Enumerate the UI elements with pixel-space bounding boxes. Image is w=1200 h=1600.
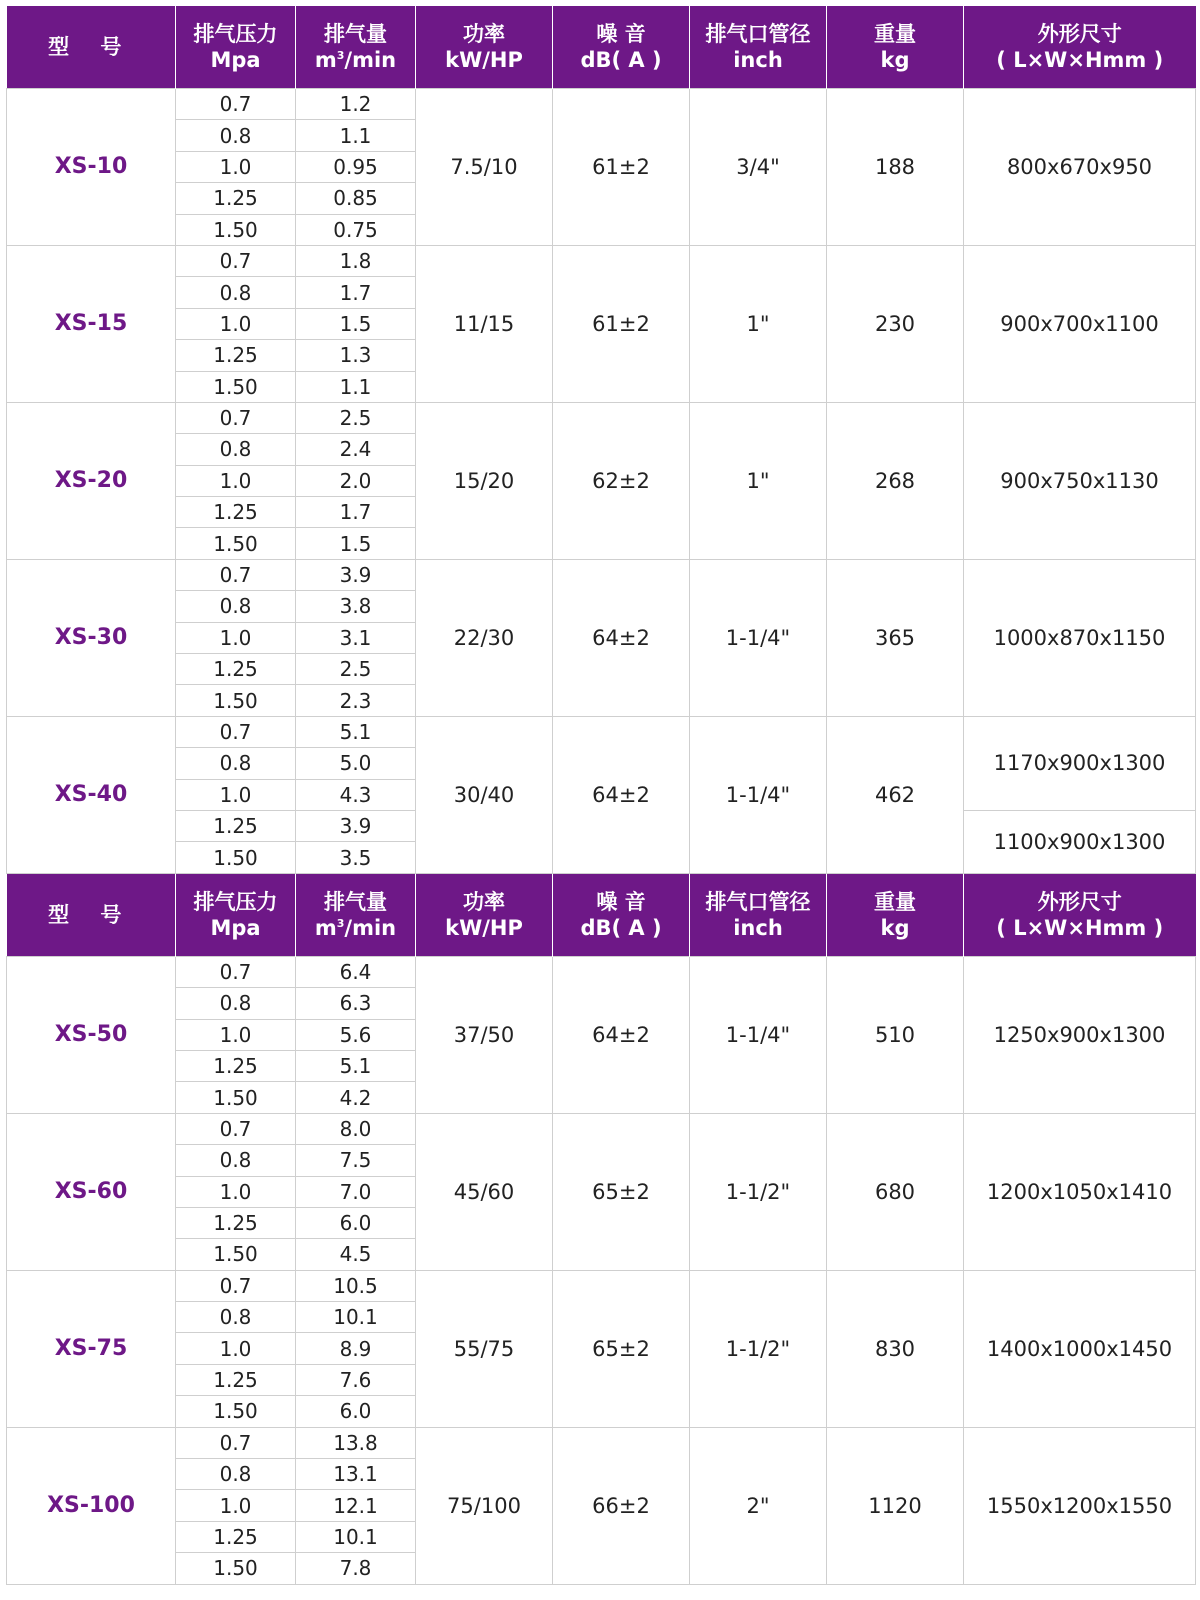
- flow-cell: 2.0: [296, 465, 416, 496]
- dimensions-cell: 1000x870x1150: [964, 559, 1196, 716]
- unit-tail: /min: [344, 915, 397, 940]
- model-cell: XS-30: [7, 559, 176, 716]
- header-outlet-line1: 排气口管径: [705, 889, 811, 914]
- dimensions-cell: 1250x900x1300: [964, 956, 1196, 1113]
- header-dimensions: [964, 873, 1196, 956]
- table-row: [7, 1113, 1196, 1144]
- pressure-cell: 1.25: [176, 1364, 296, 1395]
- flow-cell: 6.0: [296, 1207, 416, 1238]
- outlet-cell: 1-1/4": [690, 559, 827, 716]
- weight-cell: 1120: [827, 1427, 964, 1584]
- outlet-cell: 3/4": [690, 89, 827, 246]
- weight-cell: 830: [827, 1270, 964, 1427]
- dimensions-cell: 1100x900x1300: [964, 810, 1196, 873]
- flow-cell: 3.9: [296, 810, 416, 841]
- dimensions-cell: 1170x900x1300: [964, 716, 1196, 810]
- flow-cell: 8.0: [296, 1113, 416, 1144]
- noise-cell: 65±2: [553, 1113, 690, 1270]
- flow-cell: 3.1: [296, 622, 416, 653]
- power-cell: 11/15: [416, 245, 553, 402]
- header-dimensions-line1: 外形尺寸: [1037, 22, 1122, 46]
- pressure-cell: 0.8: [176, 988, 296, 1019]
- pressure-cell: 1.50: [176, 371, 296, 402]
- flow-cell: 3.8: [296, 591, 416, 622]
- dimensions-cell: 900x700x1100: [964, 245, 1196, 402]
- header-weight-line1: 重量: [874, 889, 916, 914]
- header-flow-line1: 排气量: [324, 889, 387, 914]
- pressure-cell: 0.7: [176, 89, 296, 120]
- header-flow-line1: 排气量: [324, 22, 387, 46]
- header-weight-line1: 重量: [874, 22, 916, 46]
- header-flow: [296, 873, 416, 956]
- pressure-cell: 1.50: [176, 842, 296, 873]
- flow-cell: 1.1: [296, 120, 416, 151]
- header-power: [416, 6, 553, 89]
- header-pressure: [176, 6, 296, 89]
- model-cell: XS-75: [7, 1270, 176, 1427]
- pressure-cell: 1.25: [176, 810, 296, 841]
- model-cell: XS-60: [7, 1113, 176, 1270]
- table-row: [7, 1427, 1196, 1458]
- flow-cell: 3.9: [296, 559, 416, 590]
- header-row: [7, 6, 1196, 89]
- flow-cell: 7.0: [296, 1176, 416, 1207]
- flow-cell: 7.5: [296, 1145, 416, 1176]
- pressure-cell: 1.0: [176, 622, 296, 653]
- header-power: [416, 873, 553, 956]
- outlet-cell: 2": [690, 1427, 827, 1584]
- flow-cell: 2.5: [296, 402, 416, 433]
- pressure-cell: 0.7: [176, 402, 296, 433]
- noise-cell: 65±2: [553, 1270, 690, 1427]
- flow-cell: 10.1: [296, 1302, 416, 1333]
- pressure-cell: 0.8: [176, 120, 296, 151]
- header-flow-unit: [296, 915, 415, 941]
- power-cell: 45/60: [416, 1113, 553, 1270]
- noise-cell: 64±2: [553, 956, 690, 1113]
- flow-cell: 13.8: [296, 1427, 416, 1458]
- pressure-cell: 0.7: [176, 245, 296, 276]
- pressure-cell: 1.0: [176, 1490, 296, 1521]
- flow-cell: 5.0: [296, 748, 416, 779]
- unit-base: m: [314, 48, 337, 72]
- header-row: [7, 873, 1196, 956]
- header-power-unit: kW/HP: [445, 915, 523, 940]
- weight-cell: 680: [827, 1113, 964, 1270]
- pressure-cell: 1.0: [176, 465, 296, 496]
- model-cell: XS-20: [7, 402, 176, 559]
- header-outlet: [690, 873, 827, 956]
- flow-cell: 2.5: [296, 654, 416, 685]
- pressure-cell: 1.0: [176, 308, 296, 339]
- flow-cell: 6.3: [296, 988, 416, 1019]
- flow-cell: 5.6: [296, 1019, 416, 1050]
- flow-cell: 8.9: [296, 1333, 416, 1364]
- pressure-cell: 1.25: [176, 1050, 296, 1081]
- flow-cell: 4.3: [296, 779, 416, 810]
- flow-cell: 13.1: [296, 1459, 416, 1490]
- flow-cell: 1.7: [296, 277, 416, 308]
- header-power-unit: kW/HP: [445, 48, 523, 72]
- header-noise: [553, 6, 690, 89]
- flow-cell: 10.1: [296, 1521, 416, 1552]
- weight-cell: 365: [827, 559, 964, 716]
- unit-base: m: [314, 915, 337, 940]
- outlet-cell: 1": [690, 245, 827, 402]
- header-model: [7, 873, 176, 956]
- header-weight: [827, 873, 964, 956]
- noise-cell: 64±2: [553, 559, 690, 716]
- table-row: [7, 89, 1196, 120]
- pressure-cell: 1.50: [176, 1082, 296, 1113]
- noise-cell: 61±2: [553, 89, 690, 246]
- flow-cell: 12.1: [296, 1490, 416, 1521]
- pressure-cell: 0.8: [176, 1145, 296, 1176]
- table-row: [7, 1270, 1196, 1301]
- outlet-cell: 1-1/2": [690, 1113, 827, 1270]
- header-pressure: [176, 873, 296, 956]
- pressure-cell: 1.0: [176, 779, 296, 810]
- dimensions-cell: 800x670x950: [964, 89, 1196, 246]
- header-weight-unit: kg: [880, 48, 910, 72]
- header-weight-unit: kg: [880, 915, 910, 940]
- noise-cell: 64±2: [553, 716, 690, 873]
- flow-cell: 1.7: [296, 497, 416, 528]
- header-dimensions-unit: ( L×W×Hmm ): [996, 915, 1164, 940]
- power-cell: 37/50: [416, 956, 553, 1113]
- unit-tail: /min: [344, 48, 397, 72]
- outlet-cell: 1-1/4": [690, 716, 827, 873]
- flow-cell: 3.5: [296, 842, 416, 873]
- flow-cell: 7.8: [296, 1553, 416, 1584]
- model-cell: XS-100: [7, 1427, 176, 1584]
- outlet-cell: 1-1/2": [690, 1270, 827, 1427]
- pressure-cell: 1.25: [176, 1207, 296, 1238]
- header-dimensions-unit: ( L×W×Hmm ): [996, 48, 1164, 72]
- header-flow: [296, 6, 416, 89]
- table-row: [7, 716, 1196, 747]
- pressure-cell: 1.25: [176, 1521, 296, 1552]
- model-cell: XS-50: [7, 956, 176, 1113]
- table-row: [7, 559, 1196, 590]
- model-cell: XS-40: [7, 716, 176, 873]
- pressure-cell: 0.8: [176, 1302, 296, 1333]
- header-pressure-line1: 排气压力: [193, 22, 278, 46]
- pressure-cell: 1.50: [176, 685, 296, 716]
- pressure-cell: 0.7: [176, 716, 296, 747]
- pressure-cell: 1.0: [176, 151, 296, 182]
- flow-cell: 2.3: [296, 685, 416, 716]
- pressure-cell: 1.25: [176, 654, 296, 685]
- flow-cell: 6.4: [296, 956, 416, 987]
- table-row: [7, 245, 1196, 276]
- pressure-cell: 0.7: [176, 559, 296, 590]
- pressure-cell: 1.0: [176, 1333, 296, 1364]
- pressure-cell: 0.8: [176, 748, 296, 779]
- flow-cell: 4.2: [296, 1082, 416, 1113]
- header-power-line1: 功率: [463, 889, 505, 914]
- pressure-cell: 1.25: [176, 340, 296, 371]
- header-dimensions-line1: 外形尺寸: [1037, 889, 1122, 914]
- header-flow-unit: [296, 47, 415, 73]
- flow-cell: 0.75: [296, 214, 416, 245]
- outlet-cell: 1": [690, 402, 827, 559]
- weight-cell: 230: [827, 245, 964, 402]
- weight-cell: 510: [827, 956, 964, 1113]
- flow-cell: 5.1: [296, 716, 416, 747]
- flow-cell: 1.8: [296, 245, 416, 276]
- header-outlet-unit: inch: [733, 48, 783, 72]
- header-pressure-unit: Mpa: [210, 915, 261, 940]
- dimensions-cell: 900x750x1130: [964, 402, 1196, 559]
- table-row: [7, 402, 1196, 433]
- pressure-cell: 1.50: [176, 1239, 296, 1270]
- pressure-cell: 0.8: [176, 434, 296, 465]
- pressure-cell: 1.50: [176, 1396, 296, 1427]
- header-noise-unit: dB( A ): [580, 915, 662, 940]
- header-noise: [553, 873, 690, 956]
- flow-cell: 6.0: [296, 1396, 416, 1427]
- power-cell: 75/100: [416, 1427, 553, 1584]
- table-row: [7, 956, 1196, 987]
- header-power-line1: 功率: [463, 22, 505, 46]
- noise-cell: 61±2: [553, 245, 690, 402]
- power-cell: 30/40: [416, 716, 553, 873]
- pressure-cell: 1.0: [176, 1176, 296, 1207]
- header-model-line1: 型 号: [48, 902, 134, 927]
- noise-cell: 66±2: [553, 1427, 690, 1584]
- pressure-cell: 1.50: [176, 214, 296, 245]
- pressure-cell: 0.7: [176, 1427, 296, 1458]
- pressure-cell: 0.8: [176, 277, 296, 308]
- unit-superscript: 3: [336, 49, 345, 62]
- pressure-cell: 0.7: [176, 956, 296, 987]
- header-model-line1: 型 号: [48, 35, 134, 59]
- spec-table: [6, 6, 1196, 1585]
- pressure-cell: 1.50: [176, 528, 296, 559]
- header-outlet-unit: inch: [733, 915, 783, 940]
- flow-cell: 4.5: [296, 1239, 416, 1270]
- header-dimensions: [964, 6, 1196, 89]
- header-noise-line1: 噪 音: [596, 889, 646, 914]
- dimensions-cell: 1200x1050x1410: [964, 1113, 1196, 1270]
- dimensions-cell: 1550x1200x1550: [964, 1427, 1196, 1584]
- pressure-cell: 1.25: [176, 183, 296, 214]
- header-noise-unit: dB( A ): [580, 48, 662, 72]
- dimensions-cell: 1400x1000x1450: [964, 1270, 1196, 1427]
- noise-cell: 62±2: [553, 402, 690, 559]
- pressure-cell: 0.8: [176, 1459, 296, 1490]
- header-weight: [827, 6, 964, 89]
- weight-cell: 462: [827, 716, 964, 873]
- flow-cell: 1.5: [296, 528, 416, 559]
- pressure-cell: 0.7: [176, 1270, 296, 1301]
- header-outlet-line1: 排气口管径: [705, 22, 811, 46]
- pressure-cell: 1.50: [176, 1553, 296, 1584]
- unit-superscript: 3: [336, 916, 345, 930]
- pressure-cell: 0.7: [176, 1113, 296, 1144]
- flow-cell: 7.6: [296, 1364, 416, 1395]
- flow-cell: 0.85: [296, 183, 416, 214]
- pressure-cell: 1.25: [176, 497, 296, 528]
- header-pressure-unit: Mpa: [210, 48, 261, 72]
- outlet-cell: 1-1/4": [690, 956, 827, 1113]
- power-cell: 15/20: [416, 402, 553, 559]
- weight-cell: 188: [827, 89, 964, 246]
- header-model: [7, 6, 176, 89]
- pressure-cell: 1.0: [176, 1019, 296, 1050]
- model-cell: XS-15: [7, 245, 176, 402]
- power-cell: 7.5/10: [416, 89, 553, 246]
- header-noise-line1: 噪 音: [596, 22, 646, 46]
- spec-sheet: [6, 6, 1195, 1585]
- model-cell: XS-10: [7, 89, 176, 246]
- header-pressure-line1: 排气压力: [193, 889, 278, 914]
- flow-cell: 1.3: [296, 340, 416, 371]
- power-cell: 22/30: [416, 559, 553, 716]
- flow-cell: 1.2: [296, 89, 416, 120]
- flow-cell: 10.5: [296, 1270, 416, 1301]
- flow-cell: 1.5: [296, 308, 416, 339]
- flow-cell: 5.1: [296, 1050, 416, 1081]
- power-cell: 55/75: [416, 1270, 553, 1427]
- pressure-cell: 0.8: [176, 591, 296, 622]
- weight-cell: 268: [827, 402, 964, 559]
- flow-cell: 1.1: [296, 371, 416, 402]
- flow-cell: 0.95: [296, 151, 416, 182]
- flow-cell: 2.4: [296, 434, 416, 465]
- header-outlet: [690, 6, 827, 89]
